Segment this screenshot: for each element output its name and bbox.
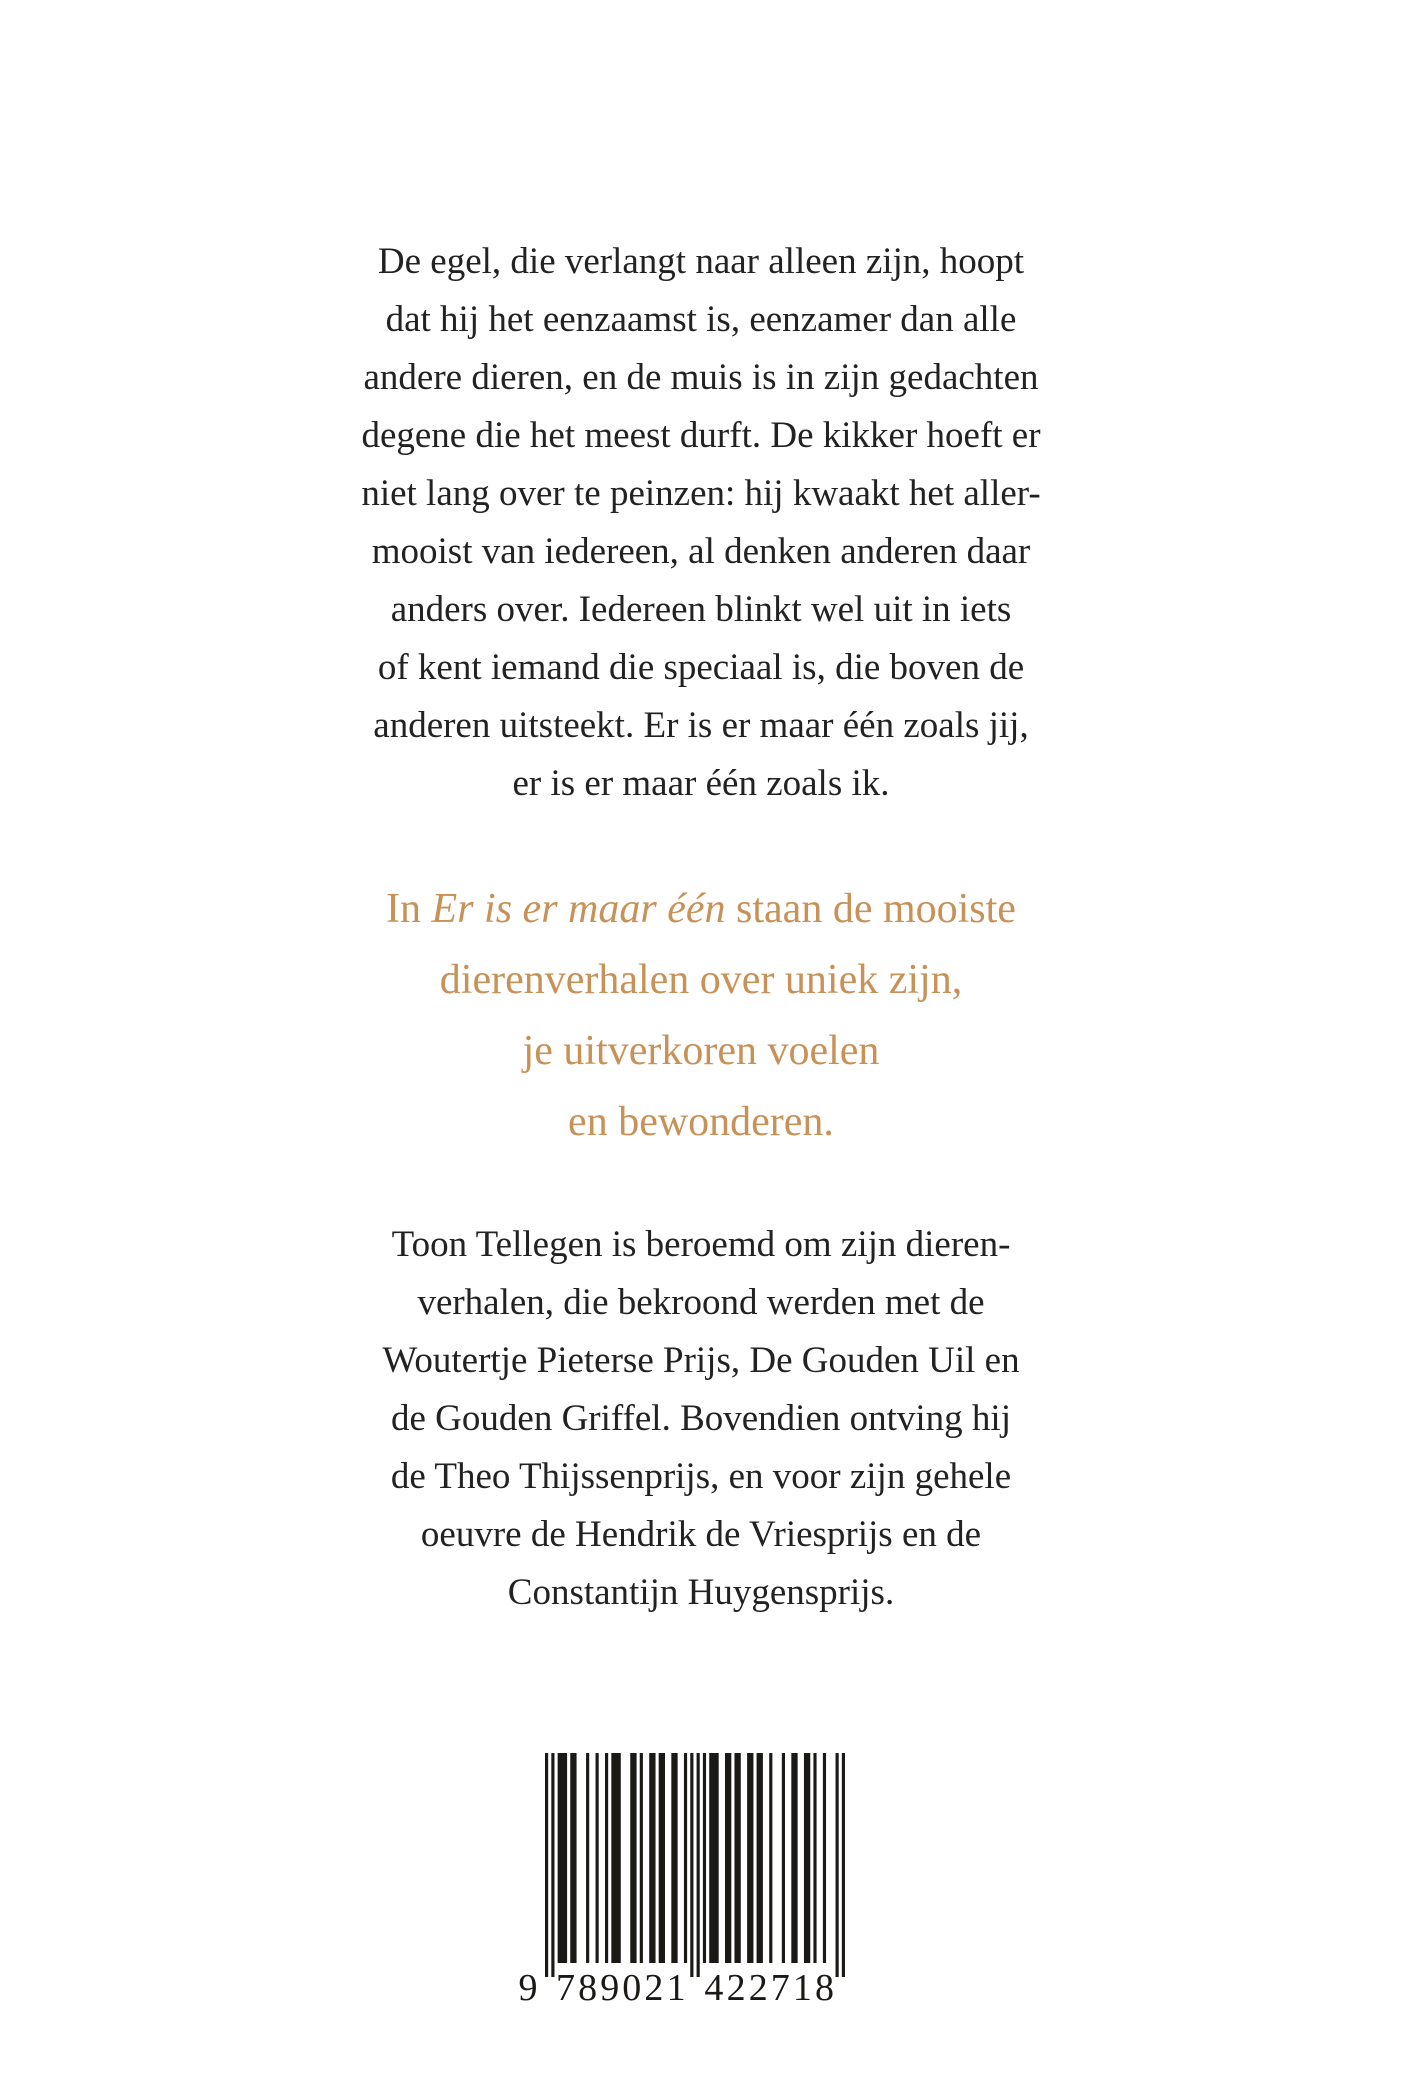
blurb-line: of kent iemand die speciaal is, die boven de — [377, 647, 1025, 688]
author-bio — [0, 1216, 1402, 1622]
svg-text:7: 7 — [770, 1967, 790, 2003]
svg-text:2: 2 — [644, 1967, 664, 2003]
highlight-line — [0, 874, 1402, 945]
svg-text:1: 1 — [666, 1967, 686, 2003]
svg-text:9: 9 — [600, 1967, 620, 2003]
svg-text:8: 8 — [815, 1967, 834, 2003]
svg-text:8: 8 — [578, 1967, 598, 2003]
highlight-suffix: staan de mooiste — [725, 886, 1016, 932]
highlight-prefix: In — [386, 886, 432, 932]
svg-text:0: 0 — [622, 1967, 642, 2003]
bio-line: verhalen, die bekroond werden met de — [417, 1282, 985, 1323]
bio-line: oeuvre de Hendrik de Vriesprijs en de — [420, 1514, 982, 1555]
blurb-line: anderen uitsteekt. Er is er maar één zoals jij, — [373, 705, 1029, 746]
bio-line: Constantijn Huygensprijs. — [507, 1572, 895, 1613]
blurb-line: degene die het meest durft. De kikker hoeft er — [361, 415, 1041, 456]
blurb-line: dat hij het eenzaamst is, eenzamer dan alle — [385, 299, 1017, 340]
svg-text:7: 7 — [556, 1967, 575, 2003]
bio-line: de Gouden Griffel. Bovendien ontving hij — [391, 1398, 1011, 1439]
bio-line: Woutertje Pieterse Prijs, De Gouden Uil en — [382, 1340, 1020, 1381]
bio-line: Toon Tellegen is beroemd om zijn dieren- — [391, 1224, 1011, 1265]
blurb-line: De egel, die verlangt naar alleen zijn, hoopt — [377, 241, 1025, 282]
blurb-line: er is er maar één zoals ik. — [512, 763, 890, 804]
svg-text:9: 9 — [518, 1967, 538, 2003]
bio-line: de Theo Thijssenprijs, en voor zijn gehele — [390, 1456, 1012, 1497]
svg-text:2: 2 — [726, 1967, 746, 2003]
blurb-line: mooist van iedereen, al denken anderen daar — [371, 531, 1031, 572]
highlight-line: je uitverkoren voelen — [522, 1028, 880, 1074]
blurb-line: niet lang over te peinzen: hij kwaakt het aller- — [361, 473, 1041, 514]
svg-text:4: 4 — [704, 1967, 724, 2003]
svg-text:2: 2 — [748, 1967, 768, 2003]
story-blurb — [0, 233, 1402, 813]
highlight-paragraph — [0, 874, 1402, 1158]
blurb-line: andere dieren, en de muis is in zijn gedachten — [363, 357, 1039, 398]
highlight-line: en bewonderen. — [568, 1099, 834, 1145]
blurb-line: anders over. Iedereen blinkt wel uit in iets — [390, 589, 1012, 630]
book-title-italic: Er is er maar één — [431, 886, 726, 932]
svg-text:1: 1 — [792, 1967, 812, 2003]
ean-barcode — [510, 1753, 850, 2003]
highlight-line: dierenverhalen over uniek zijn, — [439, 957, 963, 1003]
